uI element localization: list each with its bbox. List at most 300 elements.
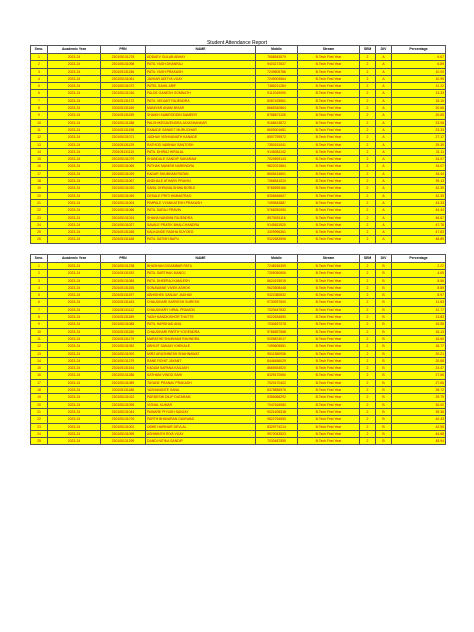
cell-mobile: 9022634650 [256, 314, 298, 321]
cell-name: BHUSHAN DIGAMBAR PATIL [146, 263, 256, 270]
cell-srno: 20 [31, 401, 48, 408]
cell-stream: B.Tech First Year [298, 394, 360, 401]
table-row [31, 83, 446, 90]
cell-percentage: 5.56 [392, 277, 446, 284]
cell-mobile: 9322683596 [256, 236, 298, 243]
cell-div: A [376, 170, 392, 177]
cell-stream: B.Tech First Year [298, 214, 360, 221]
cell-prn: 230105131067 [101, 178, 146, 185]
cell-name: PATIL HARSHAD ANIL [146, 321, 256, 328]
cell-sem: 2 [360, 148, 376, 155]
cell-srno: 1 [31, 54, 48, 61]
cell-academic-year: 2023-24 [48, 263, 101, 270]
cell-percentage: 8.89 [392, 284, 446, 291]
cell-stream: B.Tech First Year [298, 236, 360, 243]
cell-sem: 2 [360, 408, 376, 415]
cell-sem: 2 [360, 236, 376, 243]
cell-srno: 17 [31, 170, 48, 177]
header-name: NAME [146, 255, 256, 263]
cell-stream: B.Tech First Year [298, 321, 360, 328]
cell-mobile: 9822764550 [256, 416, 298, 423]
cell-div: B [376, 328, 392, 335]
header-div: DIV [376, 46, 392, 54]
cell-srno: 20 [31, 192, 48, 199]
cell-percentage: 29.79 [392, 394, 446, 401]
cell-stream: B.Tech First Year [298, 277, 360, 284]
table-row [31, 75, 446, 82]
cell-sem: 2 [360, 416, 376, 423]
cell-srno: 9 [31, 112, 48, 119]
cell-prn: 230105131072 [101, 83, 146, 90]
cell-academic-year: 2023-24 [48, 178, 101, 185]
table-row [31, 408, 446, 415]
cell-name: ABHISHEK SANJAY JADHAV [146, 292, 256, 299]
cell-div: A [376, 141, 392, 148]
cell-stream: B.Tech First Year [298, 408, 360, 415]
cell-prn: 230105131238 [101, 263, 146, 270]
cell-name: PATIL DHIRAJ HIRALAL [146, 148, 256, 155]
cell-srno: 15 [31, 365, 48, 372]
cell-name: PATIL SARTHAK MANOJ [146, 270, 256, 277]
cell-prn: 230105131066 [101, 207, 146, 214]
cell-prn: 230105131020 [101, 185, 146, 192]
table-row [31, 335, 446, 342]
cell-mobile: 9730937500 [256, 299, 298, 306]
cell-name: KADAR SHUBHAM RATAN [146, 170, 256, 177]
cell-prn: 230105131065 [101, 163, 146, 170]
cell-srno: 18 [31, 178, 48, 185]
cell-srno: 21 [31, 408, 48, 415]
cell-percentage: 31.11 [392, 148, 446, 155]
cell-srno: 12 [31, 134, 48, 141]
cell-prn: 230105131288 [101, 119, 146, 126]
cell-stream: B.Tech First Year [298, 284, 360, 291]
cell-sem: 2 [360, 68, 376, 75]
cell-sem: 2 [360, 192, 376, 199]
cell-academic-year: 2023-24 [48, 299, 101, 306]
cell-academic-year: 2023-24 [48, 387, 101, 394]
header-academic-year: Academic Year [48, 46, 101, 54]
cell-mobile: 7020447832 [256, 306, 298, 313]
cell-mobile: 7499605551 [256, 343, 298, 350]
cell-srno: 1 [31, 263, 48, 270]
cell-prn: 230105131129 [101, 141, 146, 148]
cell-sem: 2 [360, 328, 376, 335]
cell-name: SAVALE PRATIK BHALCHANDRA [146, 221, 256, 228]
cell-prn: 230105131085 [101, 321, 146, 328]
header-prn: PRN [101, 46, 146, 54]
cell-percentage: 29.35 [392, 141, 446, 148]
cell-mobile: 9403172637 [256, 61, 298, 68]
cell-percentage: 34.44 [392, 170, 446, 177]
cell-div: B [376, 394, 392, 401]
cell-academic-year: 2023-24 [48, 270, 101, 277]
cell-academic-year: 2023-24 [48, 170, 101, 177]
cell-prn: 230105131089 [101, 379, 146, 386]
header-academic-year: Academic Year [48, 255, 101, 263]
cell-percentage: 47.83 [392, 229, 446, 236]
cell-percentage: 10.00 [392, 68, 446, 75]
table-row [31, 192, 446, 199]
cell-div: A [376, 54, 392, 61]
cell-srno: 9 [31, 321, 48, 328]
cell-stream: B.Tech First Year [298, 83, 360, 90]
cell-sem: 2 [360, 423, 376, 430]
table-row [31, 365, 446, 372]
cell-div: B [376, 277, 392, 284]
table-header-row [31, 46, 446, 54]
cell-div: A [376, 192, 392, 199]
cell-srno: 26 [31, 236, 48, 243]
table-row [31, 379, 446, 386]
cell-div: B [376, 357, 392, 364]
cell-academic-year: 2023-24 [48, 350, 101, 357]
cell-name: PATIL VEDANT RAJENDRA [146, 97, 256, 104]
cell-sem: 2 [360, 170, 376, 177]
cell-stream: B.Tech First Year [298, 54, 360, 61]
cell-name: JADHAV VISHVANATH KANADE [146, 134, 256, 141]
cell-academic-year: 2023-24 [48, 365, 101, 372]
cell-srno: 11 [31, 335, 48, 342]
cell-srno: 23 [31, 214, 48, 221]
cell-name: FALDE GANESH SOMNATH [146, 90, 256, 97]
cell-mobile: 7248246309 [256, 263, 298, 270]
cell-mobile: 7385211284 [256, 83, 298, 90]
cell-mobile: 8669340864 [256, 105, 298, 112]
cell-percentage: 23.33 [392, 126, 446, 133]
cell-percentage: 28.72 [392, 387, 446, 394]
table-row [31, 97, 446, 104]
cell-mobile: 8087425561 [256, 97, 298, 104]
cell-percentage: 27.66 [392, 372, 446, 379]
cell-sem: 2 [360, 365, 376, 372]
header-name: NAME [146, 46, 256, 54]
cell-stream: B.Tech First Year [298, 199, 360, 206]
cell-div: A [376, 156, 392, 163]
cell-name: SONAWANE VIVEK ASHOK [146, 284, 256, 291]
cell-prn: 230105131172 [101, 97, 146, 104]
cell-stream: B.Tech First Year [298, 350, 360, 357]
cell-stream: B.Tech First Year [298, 192, 360, 199]
cell-srno: 2 [31, 61, 48, 68]
cell-name: CHAUDHARI PARTH YOGENDRA [146, 328, 256, 335]
cell-prn: 230105131016 [101, 90, 146, 97]
cell-academic-year: 2023-24 [48, 207, 101, 214]
cell-mobile: 9768250050 [256, 207, 298, 214]
cell-srno: 10 [31, 328, 48, 335]
cell-mobile: 9623508448 [256, 284, 298, 291]
table-row [31, 221, 446, 228]
cell-stream: B.Tech First Year [298, 372, 360, 379]
cell-name: JAVKAR ADITYA VIJAY [146, 75, 256, 82]
cell-prn: 230105131049 [101, 192, 146, 199]
cell-sem: 2 [360, 314, 376, 321]
cell-mobile: 9168413872 [256, 119, 298, 126]
cell-stream: B.Tech First Year [298, 105, 360, 112]
cell-stream: B.Tech First Year [298, 387, 360, 394]
cell-srno: 6 [31, 299, 48, 306]
header-srno: Srno. [31, 46, 48, 54]
cell-prn: 230105131163 [101, 299, 146, 306]
cell-academic-year: 2023-24 [48, 141, 101, 148]
table-row [31, 350, 446, 357]
cell-stream: B.Tech First Year [298, 207, 360, 214]
table-row [31, 277, 446, 284]
cell-div: A [376, 207, 392, 214]
cell-srno: 11 [31, 126, 48, 133]
cell-academic-year: 2023-24 [48, 292, 101, 299]
cell-academic-year: 2023-24 [48, 126, 101, 133]
header-stream: Stream [298, 46, 360, 54]
cell-div: B [376, 306, 392, 313]
cell-mobile: 7249003564 [256, 75, 298, 82]
cell-percentage: 13.83 [392, 314, 446, 321]
cell-srno: 4 [31, 284, 48, 291]
cell-div: A [376, 119, 392, 126]
table-row [31, 401, 446, 408]
cell-prn: 230105131159 [101, 112, 146, 119]
cell-sem: 2 [360, 343, 376, 350]
cell-stream: B.Tech First Year [298, 229, 360, 236]
cell-srno: 7 [31, 97, 48, 104]
cell-mobile: 9209874017 [256, 335, 298, 342]
cell-sem: 2 [360, 75, 376, 82]
cell-prn: 230105131198 [101, 126, 146, 133]
cell-prn: 230105131027 [101, 221, 146, 228]
cell-div: A [376, 75, 392, 82]
cell-srno: 16 [31, 163, 48, 170]
cell-academic-year: 2023-24 [48, 68, 101, 75]
cell-sem: 2 [360, 134, 376, 141]
cell-name: VISHAL KUMAR [146, 401, 256, 408]
table-row [31, 170, 446, 177]
cell-sem: 2 [360, 394, 376, 401]
cell-mobile: 9766595166 [256, 185, 298, 192]
cell-prn: 230105131110 [101, 148, 146, 155]
cell-prn: 230105131095 [101, 401, 146, 408]
cell-div: B [376, 314, 392, 321]
cell-academic-year: 2023-24 [48, 328, 101, 335]
cell-sem: 2 [360, 83, 376, 90]
cell-stream: B.Tech First Year [298, 97, 360, 104]
table-row [31, 214, 446, 221]
cell-prn: 230105131154 [101, 365, 146, 372]
table-row [31, 236, 446, 243]
cell-mobile: 9021405318 [256, 408, 298, 415]
cell-name: PATHAK MANISH NARENDRA [146, 163, 256, 170]
cell-name: RANE ROHIT JAYANT [146, 357, 256, 364]
cell-name: PATIL YASH PRAKASH [146, 68, 256, 75]
cell-academic-year: 2023-24 [48, 163, 101, 170]
cell-prn: 230105131169 [101, 105, 146, 112]
cell-percentage: 12.77 [392, 306, 446, 313]
cell-sem: 2 [360, 126, 376, 133]
cell-name: PARDESHI DILIP DATARAM [146, 394, 256, 401]
table-row [31, 68, 446, 75]
cell-stream: B.Tech First Year [298, 61, 360, 68]
cell-academic-year: 2023-24 [48, 221, 101, 228]
cell-mobile: 7249505786 [256, 68, 298, 75]
cell-div: B [376, 321, 392, 328]
table-row [31, 141, 446, 148]
cell-mobile: 7030487555 [256, 438, 298, 445]
cell-div: B [376, 401, 392, 408]
cell-srno: 18 [31, 387, 48, 394]
cell-prn: 230105131156 [101, 68, 146, 75]
cell-stream: B.Tech First Year [298, 401, 360, 408]
cell-percentage: 39.36 [392, 408, 446, 415]
cell-name: PATIL SATISH BAPU [146, 236, 256, 243]
cell-percentage: 4.65 [392, 270, 446, 277]
header-stream: Stream [298, 255, 360, 263]
cell-name: MARATHE SHUBHAM RAVINDRA [146, 335, 256, 342]
cell-prn: 230105131197 [101, 292, 146, 299]
cell-stream: B.Tech First Year [298, 178, 360, 185]
cell-sem: 2 [360, 207, 376, 214]
cell-percentage: 42.55 [392, 423, 446, 430]
cell-srno: 13 [31, 350, 48, 357]
cell-mobile: 9766557568 [256, 328, 298, 335]
cell-academic-year: 2023-24 [48, 321, 101, 328]
cell-name: SHAIKH KABIRODDIN SAMEER [146, 112, 256, 119]
cell-div: A [376, 97, 392, 104]
cell-academic-year: 2023-24 [48, 284, 101, 291]
cell-percentage: 40.43 [392, 416, 446, 423]
report-title: Student Attendance Report [206, 40, 268, 46]
cell-percentage: 16.60 [392, 335, 446, 342]
cell-stream: B.Tech First Year [298, 90, 360, 97]
cell-percentage: 8.97 [392, 292, 446, 299]
cell-prn: 230105131084 [101, 277, 146, 284]
cell-name: PARTH BHAVARAN GAIKWAD [146, 416, 256, 423]
cell-div: A [376, 126, 392, 133]
cell-stream: B.Tech First Year [298, 270, 360, 277]
cell-percentage: 44.68 [392, 430, 446, 437]
cell-academic-year: 2023-24 [48, 335, 101, 342]
cell-mobile: 8329170060 [256, 372, 298, 379]
cell-prn: 230105131112 [101, 306, 146, 313]
table-row [31, 54, 446, 61]
cell-name: TAYADE PRANAV PRAKASH [146, 379, 256, 386]
cell-name: PATEL SAHIL ARIF [146, 83, 256, 90]
header-percentage: Percentage [392, 46, 446, 54]
cell-name: UBHE HARIHAR DEVLAL [146, 423, 256, 430]
cell-name: YASH NANDKISHOR THUTTE [146, 314, 256, 321]
cell-stream: B.Tech First Year [298, 335, 360, 342]
cell-academic-year: 2023-24 [48, 416, 101, 423]
cell-percentage: 48.89 [392, 236, 446, 243]
cell-stream: B.Tech First Year [298, 141, 360, 148]
cell-prn: 230105131076 [101, 416, 146, 423]
cell-stream: B.Tech First Year [298, 263, 360, 270]
cell-academic-year: 2023-24 [48, 314, 101, 321]
cell-percentage: 10.99 [392, 75, 446, 82]
cell-mobile: 9112049090 [256, 90, 298, 97]
cell-stream: B.Tech First Year [298, 68, 360, 75]
cell-stream: B.Tech First Year [298, 306, 360, 313]
cell-div: B [376, 284, 392, 291]
cell-sem: 2 [360, 292, 376, 299]
cell-div: A [376, 163, 392, 170]
cell-academic-year: 2023-24 [48, 306, 101, 313]
cell-name: RATHOD VAIBHAV SANTOSH [146, 141, 256, 148]
cell-percentage: 20.65 [392, 112, 446, 119]
cell-srno: 7 [31, 306, 48, 313]
cell-stream: B.Tech First Year [298, 148, 360, 155]
cell-div: A [376, 61, 392, 68]
cell-name: SATHANI VINOD SAHI [146, 372, 256, 379]
table-row [31, 163, 446, 170]
cell-stream: B.Tech First Year [298, 112, 360, 119]
cell-percentage: 42.39 [392, 192, 446, 199]
cell-percentage: 34.07 [392, 156, 446, 163]
cell-div: A [376, 185, 392, 192]
cell-div: B [376, 335, 392, 342]
cell-div: B [376, 416, 392, 423]
cell-sem: 2 [360, 438, 376, 445]
cell-mobile: 7499543887 [256, 199, 298, 206]
cell-mobile: 7020593143 [256, 156, 298, 163]
cell-prn: 230105131155 [101, 284, 146, 291]
cell-div: A [376, 199, 392, 206]
cell-academic-year: 2023-24 [48, 134, 101, 141]
table-row [31, 207, 446, 214]
table-row [31, 185, 446, 192]
table-row [31, 292, 446, 299]
cell-stream: B.Tech First Year [298, 314, 360, 321]
cell-mobile: 8788671105 [256, 112, 298, 119]
cell-academic-year: 2023-24 [48, 90, 101, 97]
cell-academic-year: 2023-24 [48, 357, 101, 364]
table-row [31, 90, 446, 97]
cell-academic-year: 2023-24 [48, 199, 101, 206]
cell-academic-year: 2023-24 [48, 112, 101, 119]
cell-mobile: 9356968292 [256, 394, 298, 401]
cell-name: SHAHA NANDINI RAJENDRA [146, 214, 256, 221]
cell-academic-year: 2023-24 [48, 408, 101, 415]
cell-srno: 5 [31, 83, 48, 90]
table-row [31, 148, 446, 155]
cell-name: ADDAEV GULAB ABHAY [146, 54, 256, 61]
cell-srno: 4 [31, 75, 48, 82]
cell-name: ASHWINTH RIYA VIJAY [146, 430, 256, 437]
cell-mobile: 8669454520 [256, 365, 298, 372]
cell-percentage: 48.94 [392, 438, 446, 445]
cell-academic-year: 2023-24 [48, 105, 101, 112]
cell-div: B [376, 263, 392, 270]
table-row [31, 416, 446, 423]
table-row [31, 357, 446, 364]
cell-prn: 230105131286 [101, 372, 146, 379]
cell-prn: 230105131004 [101, 199, 146, 206]
cell-academic-year: 2023-24 [48, 54, 101, 61]
cell-name: DESALE PRITI HIMMATRAO [146, 192, 256, 199]
cell-srno: 6 [31, 90, 48, 97]
cell-percentage: 39.13 [392, 178, 446, 185]
cell-mobile: 9145811520 [256, 221, 298, 228]
cell-stream: B.Tech First Year [298, 185, 360, 192]
cell-srno: 24 [31, 430, 48, 437]
table-row [31, 199, 446, 206]
cell-mobile: 9146081142 [256, 148, 298, 155]
header-prn: PRN [101, 255, 146, 263]
cell-percentage: 11.83 [392, 299, 446, 306]
header-mobile: Mobile [256, 255, 298, 263]
cell-percentage: 15.55 [392, 321, 446, 328]
cell-sem: 2 [360, 299, 376, 306]
cell-sem: 2 [360, 105, 376, 112]
cell-name: PATIL DHEERAJ KAMLESH [146, 277, 256, 284]
